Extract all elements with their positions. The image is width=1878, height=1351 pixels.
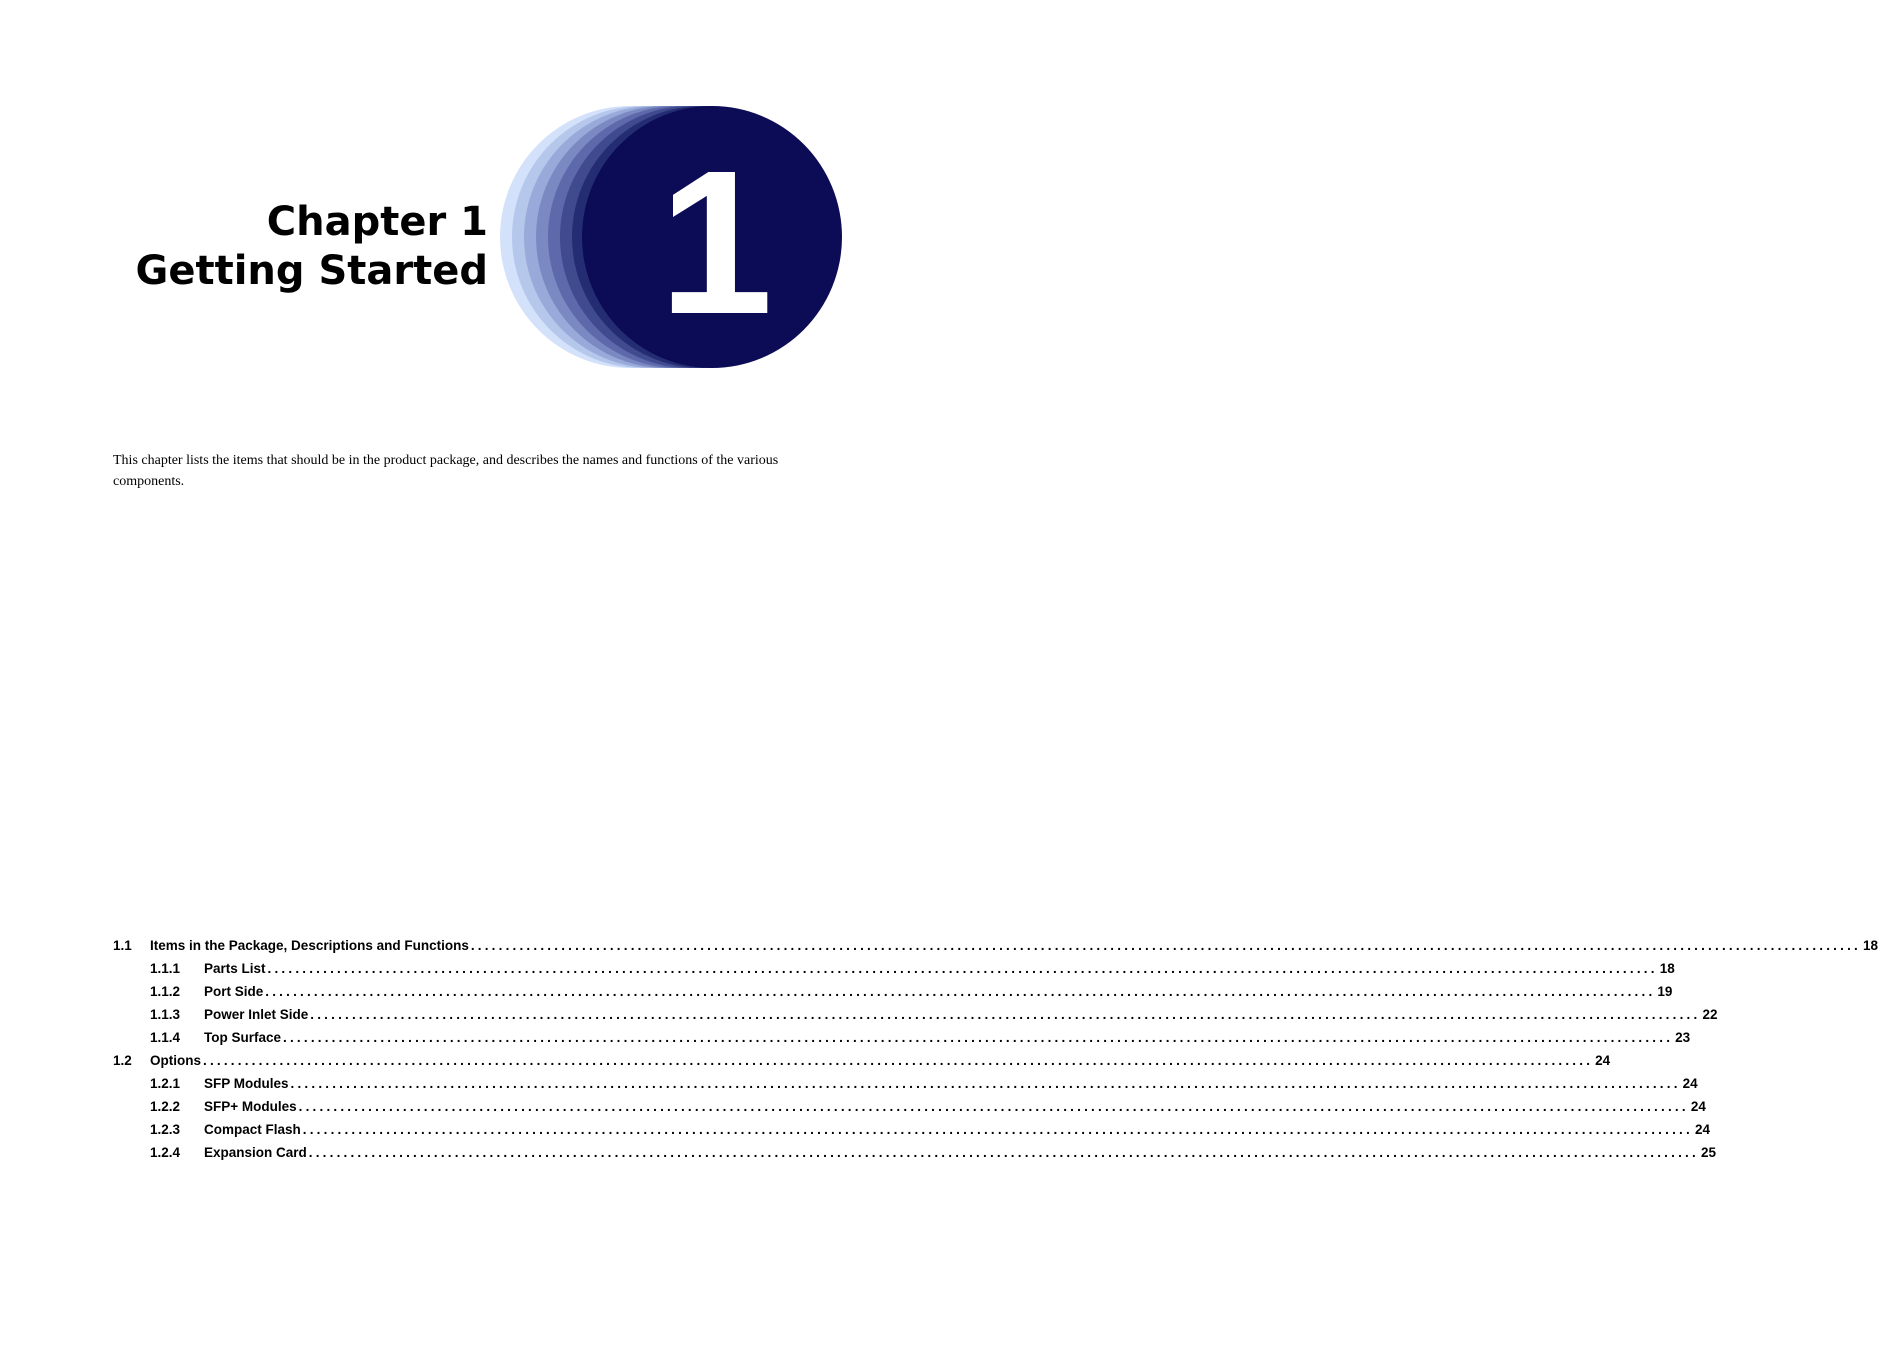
toc-entry-title: Expansion Card xyxy=(204,1145,307,1160)
toc-entry-number: 1.2 xyxy=(113,1053,132,1068)
toc-entry-page: 24 xyxy=(1690,1099,1706,1114)
toc-entry-title: Compact Flash xyxy=(204,1122,301,1137)
toc-entry-page: 18 xyxy=(1862,938,1878,953)
toc-entry[interactable] xyxy=(113,1030,1691,1053)
toc-leader-dots: ........................................................................................................................................................................................................ xyxy=(470,938,1861,953)
toc-entry[interactable] xyxy=(113,1053,1611,1076)
toc-leader-dots: ........................................................................................................................................................................................................ xyxy=(283,1030,1674,1045)
toc-entry[interactable] xyxy=(113,1007,1718,1030)
toc-entry-number: 1.1.3 xyxy=(150,1007,181,1022)
toc-entry-title: Top Surface xyxy=(204,1030,282,1045)
toc-entry-page: 24 xyxy=(1694,1122,1710,1137)
toc-entry-title: SFP+ Modules xyxy=(204,1099,297,1114)
toc-entry[interactable] xyxy=(113,1076,1698,1099)
toc-leader-dots: ........................................................................................................................................................................................................ xyxy=(265,984,1656,999)
toc-entry-number: 1.2.3 xyxy=(150,1122,181,1137)
toc-entry[interactable] xyxy=(113,1122,1710,1145)
toc-entry-page: 25 xyxy=(1700,1145,1716,1160)
chapter-title xyxy=(136,198,488,296)
toc-entry-title: Port Side xyxy=(204,984,264,999)
toc-entry[interactable] xyxy=(113,1145,1716,1168)
toc-entry-number: 1.1.4 xyxy=(150,1030,181,1045)
toc-leader-dots: ........................................................................................................................................................................................................ xyxy=(203,1053,1594,1068)
toc-leader-dots: ........................................................................................................................................................................................................ xyxy=(308,1145,1699,1160)
toc-entry-title: Items in the Package, Descriptions and Functions xyxy=(150,938,469,953)
toc-leader-dots: ........................................................................................................................................................................................................ xyxy=(298,1099,1689,1114)
chapter-label: Chapter 1 xyxy=(266,199,488,245)
toc-entry[interactable] xyxy=(113,961,1675,984)
chapter-number-graphic xyxy=(496,100,846,372)
toc-entry-page: 18 xyxy=(1659,961,1675,976)
toc-entry-number: 1.2.1 xyxy=(150,1076,181,1091)
toc-entry-number: 1.2.4 xyxy=(150,1145,181,1160)
toc-entry-title: SFP Modules xyxy=(204,1076,289,1091)
chapter-intro: This chapter lists the items that should be in the product package, and describes the names and functions of the various components. xyxy=(113,453,779,489)
chapter-name: Getting Started xyxy=(135,248,488,294)
toc-entry[interactable] xyxy=(113,1099,1706,1122)
toc-entry-title: Options xyxy=(150,1053,201,1068)
toc-leader-dots: ........................................................................................................................................................................................................ xyxy=(302,1122,1693,1137)
toc-entry-number: 1.1.1 xyxy=(150,961,181,976)
toc-entry-page: 23 xyxy=(1675,1030,1691,1045)
toc-entry-title: Parts List xyxy=(204,961,266,976)
toc-leader-dots: ........................................................................................................................................................................................................ xyxy=(267,961,1658,976)
toc-entry-page: 19 xyxy=(1657,984,1673,999)
toc-entry[interactable] xyxy=(113,984,1673,1007)
toc-entry-number: 1.1.2 xyxy=(150,984,181,999)
toc-entry[interactable] xyxy=(113,938,1878,961)
toc-entry-page: 24 xyxy=(1595,1053,1611,1068)
toc-leader-dots: ........................................................................................................................................................................................................ xyxy=(310,1007,1701,1022)
toc-entry-number: 1.1 xyxy=(113,938,132,953)
toc-entry-page: 22 xyxy=(1702,1007,1718,1022)
toc-entry-title: Power Inlet Side xyxy=(204,1007,309,1022)
toc-entry-page: 24 xyxy=(1682,1076,1698,1091)
toc-entry-number: 1.2.2 xyxy=(150,1099,181,1114)
toc-leader-dots: ........................................................................................................................................................................................................ xyxy=(290,1076,1681,1091)
table-of-contents xyxy=(113,938,1878,1168)
chapter-number: 1 xyxy=(658,128,774,357)
